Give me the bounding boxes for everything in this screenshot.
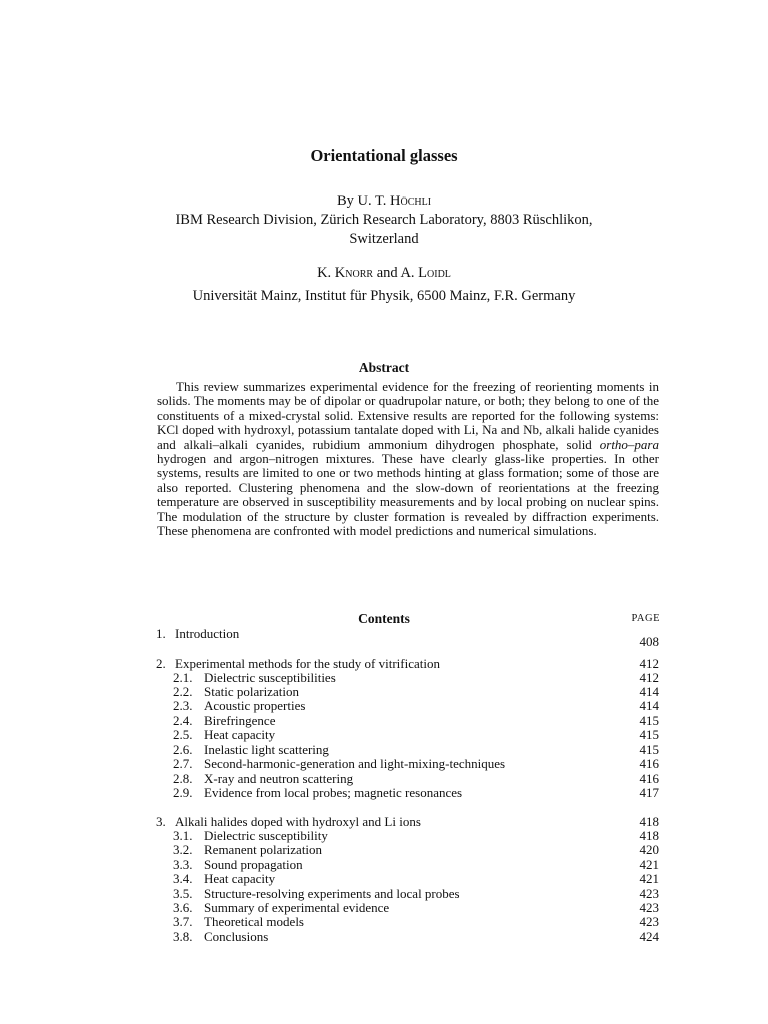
author-knorr: Knorr bbox=[334, 265, 374, 281]
toc-entry bbox=[156, 900, 659, 915]
toc-entry bbox=[156, 656, 659, 671]
toc-entry bbox=[156, 771, 659, 786]
toc-title: Second-harmonic-generation and light-mixing-techniques bbox=[204, 756, 506, 771]
toc-page: 418 bbox=[639, 828, 659, 843]
toc-number: 3.8. bbox=[173, 929, 193, 944]
toc-number: 3.5. bbox=[173, 886, 193, 901]
toc-page: 423 bbox=[639, 914, 659, 929]
toc-page: 412 bbox=[639, 656, 659, 671]
toc-number: 3.7. bbox=[173, 914, 193, 929]
toc-entry bbox=[156, 842, 659, 857]
toc-number: 2.5. bbox=[173, 727, 193, 742]
toc-entry bbox=[156, 742, 659, 757]
abstract-heading: Abstract bbox=[358, 360, 410, 375]
abstract-italic: ortho–para bbox=[599, 436, 659, 452]
toc-title: Evidence from local probes; magnetic resonances bbox=[204, 785, 463, 800]
toc-title: Dielectric susceptibilities bbox=[204, 670, 336, 685]
toc-number: 2.3. bbox=[173, 698, 193, 713]
toc-number: 3.4. bbox=[173, 871, 193, 886]
toc-page: 417 bbox=[639, 785, 659, 800]
toc-title: Heat capacity bbox=[204, 727, 276, 742]
toc-number: 2. bbox=[156, 656, 166, 671]
toc-entry bbox=[156, 886, 659, 901]
toc-number: 3.1. bbox=[173, 828, 193, 843]
toc-entry bbox=[156, 929, 659, 944]
toc-number: 3.6. bbox=[173, 900, 193, 915]
toc-entry bbox=[156, 857, 659, 872]
paper-title: Orientational glasses bbox=[310, 146, 458, 165]
toc-title: Remanent polarization bbox=[204, 842, 323, 857]
by-prefix: By U. T. bbox=[336, 193, 390, 209]
and-word: and A. bbox=[373, 265, 419, 281]
contents-heading: Contents bbox=[358, 611, 410, 626]
toc-number: 3.3. bbox=[173, 857, 193, 872]
affiliation-1 bbox=[0, 211, 768, 249]
abstract-text-2: hydrogen and argon–nitrogen mixtures. These have clearly glass-like properties. In other systems, results are limited to one or two methods hinting at glass formation; some of those are also reported. Clustering phenomena and the slow-down of reorientations at the freezing temperature are observed in susceptibility measurements and by local probing on nuclear spins. The modulation of the structure by cluster formation is revealed by diffraction experiments. These phenomena are confronted with model predictions and numerical simulations. bbox=[157, 451, 659, 539]
page-column-label: PAGE bbox=[631, 613, 660, 624]
toc-entry bbox=[156, 756, 659, 771]
toc-entry bbox=[156, 871, 659, 886]
author-line-1 bbox=[0, 193, 768, 210]
toc-entry bbox=[156, 828, 659, 843]
toc-title: Heat capacity bbox=[204, 871, 276, 886]
toc-title: X-ray and neutron scattering bbox=[204, 771, 354, 786]
toc-entry bbox=[156, 713, 659, 728]
toc-page: 418 bbox=[639, 814, 659, 829]
toc-page: 421 bbox=[639, 857, 659, 872]
toc-page: 415 bbox=[639, 742, 659, 757]
toc-number: 2.2. bbox=[173, 684, 193, 699]
toc-title: Birefringence bbox=[204, 713, 276, 728]
toc-page: 412 bbox=[639, 670, 659, 685]
toc-number: 2.9. bbox=[173, 785, 193, 800]
toc-entry bbox=[156, 684, 659, 699]
toc-page: 414 bbox=[639, 684, 659, 699]
toc-number: 2.4. bbox=[173, 713, 193, 728]
toc-entry bbox=[156, 785, 659, 800]
author2-prefix: K. bbox=[317, 265, 335, 281]
toc-title: Acoustic properties bbox=[204, 698, 306, 713]
toc-page: 415 bbox=[639, 727, 659, 742]
toc-page: 420 bbox=[639, 842, 659, 857]
toc-title: Sound propagation bbox=[204, 857, 303, 872]
toc-entry bbox=[156, 814, 659, 829]
author-line-2 bbox=[0, 265, 768, 282]
toc-number: 2.8. bbox=[173, 771, 193, 786]
toc-title: Conclusions bbox=[204, 929, 269, 944]
toc-entry bbox=[156, 914, 659, 929]
affiliation-1-line-1: IBM Research Division, Zürich Research Laboratory, 8803 Rüschlikon, bbox=[175, 212, 593, 228]
toc-entry bbox=[156, 698, 659, 713]
toc-number: 2.1. bbox=[173, 670, 193, 685]
abstract-text-1: This review summarizes experimental evidence for the freezing of reorienting moments in solids. The moments may be of dipolar or quadrupolar nature, or both; they belong to one of the constituents of a mixed-crystal solid. Extensive results are reported for the following systems: KCl doped with hydroxyl, potassium tantalate doped with Li, Na and Nb, alkali halide cyanides and alkali–alkali cyanides, rubidium ammonium dihydrogen phosphate, solid bbox=[157, 379, 659, 452]
toc-page: 408 bbox=[639, 634, 659, 649]
toc-number: 3.2. bbox=[173, 842, 193, 857]
toc-page: 421 bbox=[639, 871, 659, 886]
toc-number: 3. bbox=[156, 814, 166, 829]
toc-entry bbox=[156, 670, 659, 685]
toc-page: 416 bbox=[639, 756, 659, 771]
toc-title: Dielectric susceptibility bbox=[204, 828, 328, 843]
toc-page: 415 bbox=[639, 713, 659, 728]
toc-page: 423 bbox=[639, 900, 659, 915]
author-hochli: Höchli bbox=[390, 193, 432, 209]
affiliation-2: Universität Mainz, Institut für Physik, 6500 Mainz, F.R. Germany bbox=[192, 288, 576, 304]
toc-title: Static polarization bbox=[204, 684, 299, 699]
author-loidl: Loidl bbox=[418, 265, 451, 281]
toc-page: 424 bbox=[639, 929, 659, 944]
toc-page: 416 bbox=[639, 771, 659, 786]
toc-number: 2.6. bbox=[173, 742, 193, 757]
toc-title: Structure-resolving experiments and local probes bbox=[204, 886, 460, 901]
toc-title: Theoretical models bbox=[204, 914, 304, 929]
toc-number: 1. bbox=[156, 626, 166, 641]
toc-title: Alkali halides doped with hydroxyl and Li ions bbox=[175, 814, 421, 829]
abstract-body bbox=[157, 380, 659, 538]
toc-title: Experimental methods for the study of vitrification bbox=[175, 656, 440, 671]
toc-number: 2.7. bbox=[173, 756, 193, 771]
toc-entry bbox=[156, 727, 659, 742]
toc-entry bbox=[156, 626, 659, 649]
affiliation-1-line-2: Switzerland bbox=[349, 231, 419, 247]
toc-page: 414 bbox=[639, 698, 659, 713]
toc-title: Summary of experimental evidence bbox=[204, 900, 390, 915]
toc-title: Inelastic light scattering bbox=[204, 742, 329, 757]
toc-page: 423 bbox=[639, 886, 659, 901]
toc-title: Introduction bbox=[175, 626, 240, 641]
